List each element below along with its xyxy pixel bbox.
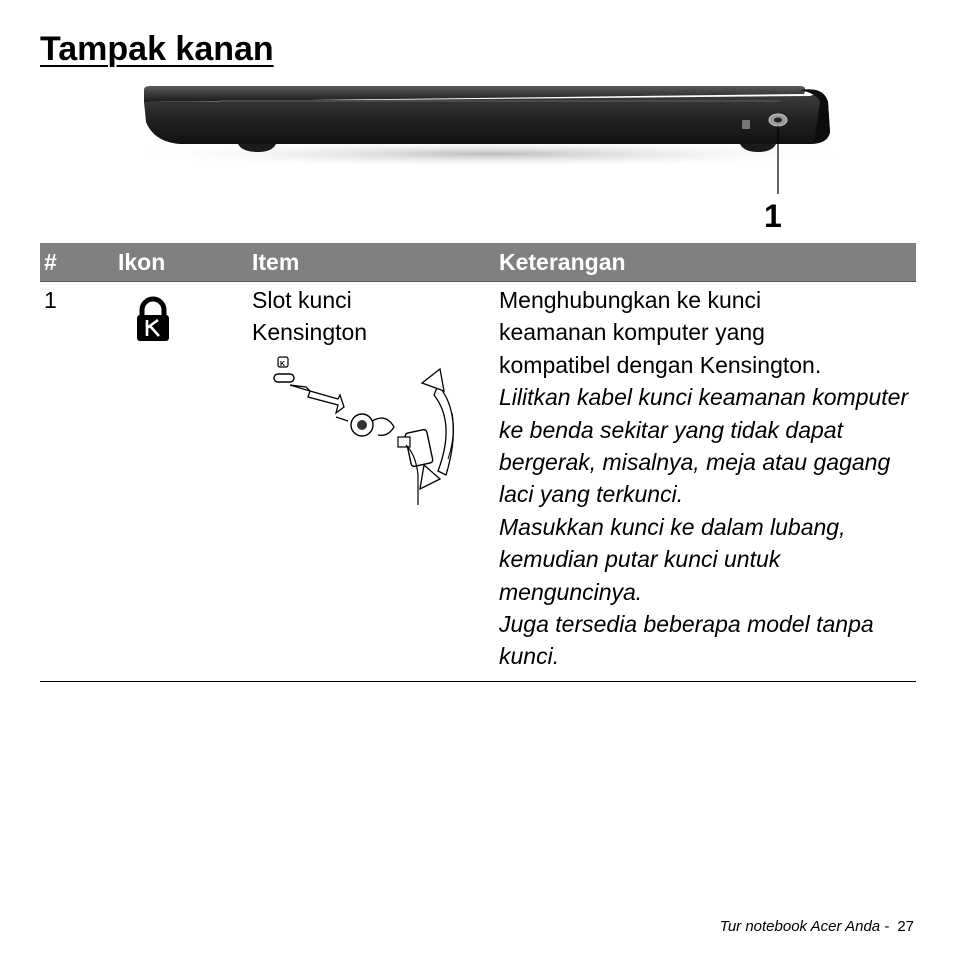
page-number: 27 — [897, 918, 914, 935]
callout-number: 1 — [764, 198, 782, 234]
row-number: 1 — [40, 282, 114, 682]
kensington-lock-icon — [136, 296, 170, 342]
ports-table — [40, 243, 916, 682]
header-icon: Ikon — [114, 243, 248, 282]
header-number: # — [40, 243, 114, 282]
usage-note: Juga tersedia beberapa model tanpa kunci. — [499, 611, 874, 670]
header-description: Keterangan — [495, 243, 916, 282]
lock-indicator-icon — [742, 120, 750, 129]
usage-note: Masukkan kunci ke dalam lubang, kemudian putar kunci untuk menguncinya. — [499, 513, 846, 605]
description-line: keamanan komputer yang — [499, 319, 765, 346]
table-header-row — [40, 243, 916, 282]
row-icon-cell — [114, 282, 248, 682]
page-title: Tampak kanan — [40, 30, 274, 68]
table-row — [40, 282, 916, 682]
item-line: Slot kunci — [252, 287, 352, 313]
page-footer — [720, 918, 914, 935]
description-line: kompatibel dengan Kensington. — [499, 351, 822, 378]
kensington-lock-usage-illustration — [268, 355, 468, 505]
header-item: Item — [248, 243, 495, 282]
row-description-cell — [495, 282, 916, 682]
row-item-cell — [248, 282, 495, 682]
usage-note: Lilitkan kabel kunci keamanan komputer ke benda sekitar yang tidak dapat bergerak, misalnya, meja atau gagang laci yang terkunci. — [499, 384, 909, 508]
footer-text: Tur notebook Acer Anda - — [719, 918, 890, 935]
description-line: Menghubungkan ke kunci — [499, 287, 762, 313]
svg-text:K: K — [280, 360, 286, 368]
item-line: Kensington — [252, 319, 368, 346]
laptop-right-side-illustration — [120, 82, 860, 242]
